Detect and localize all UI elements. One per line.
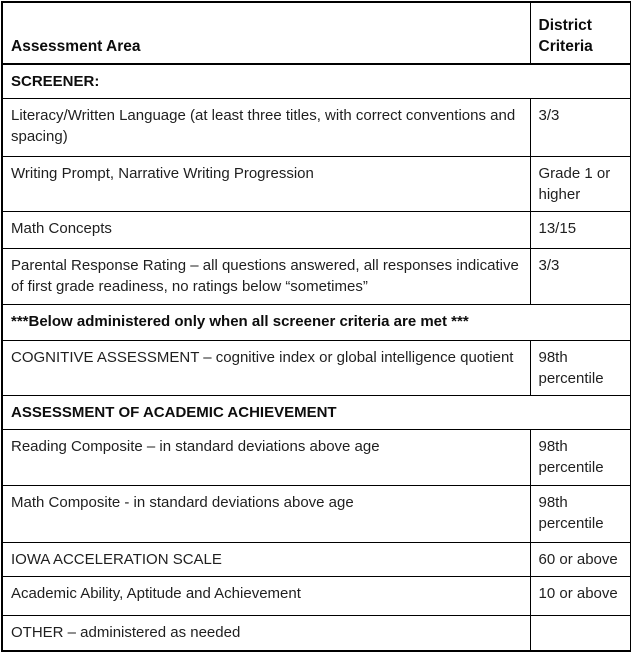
- data-row: [2, 577, 631, 616]
- header-row: [2, 2, 631, 64]
- table-header: [2, 2, 631, 64]
- district-criteria-cell: 98th percentile: [530, 430, 631, 486]
- section-row: [2, 396, 631, 430]
- section-label: SCREENER:: [2, 64, 631, 99]
- section-label: ASSESSMENT OF ACADEMIC ACHIEVEMENT: [2, 396, 631, 430]
- district-criteria-cell: 3/3: [530, 99, 631, 157]
- col-header-district-criteria: District Criteria: [530, 2, 631, 64]
- district-criteria-cell: 98th percentile: [530, 341, 631, 396]
- data-row: [2, 486, 631, 543]
- assessment-area-cell: Literacy/Written Language (at least three titles, with correct conventions and spacing): [2, 99, 530, 157]
- assessment-area-cell: IOWA ACCELERATION SCALE: [2, 543, 530, 577]
- table-body: [2, 64, 631, 651]
- data-row: [2, 249, 631, 305]
- district-criteria-cell: 60 or above: [530, 543, 631, 577]
- data-row: [2, 212, 631, 249]
- assessment-area-cell: Parental Response Rating – all questions answered, all responses indicative of first grade readiness, no ratings below “sometimes”: [2, 249, 530, 305]
- district-criteria-cell: 13/15: [530, 212, 631, 249]
- section-row: [2, 64, 631, 99]
- data-row: [2, 543, 631, 577]
- col-header-assessment-area: Assessment Area: [2, 2, 530, 64]
- district-criteria-cell: 10 or above: [530, 577, 631, 616]
- district-criteria-cell: 98th percentile: [530, 486, 631, 543]
- assessment-area-cell: COGNITIVE ASSESSMENT – cognitive index or global intelligence quotient: [2, 341, 530, 396]
- assessment-area-cell: Academic Ability, Aptitude and Achievement: [2, 577, 530, 616]
- data-row: [2, 341, 631, 396]
- assessment-area-cell: Writing Prompt, Narrative Writing Progression: [2, 157, 530, 212]
- district-criteria-cell: Grade 1 or higher: [530, 157, 631, 212]
- assessment-area-cell: Reading Composite – in standard deviations above age: [2, 430, 530, 486]
- data-row: [2, 616, 631, 651]
- data-row: [2, 99, 631, 157]
- data-row: [2, 157, 631, 212]
- assessment-area-cell: Math Composite - in standard deviations above age: [2, 486, 530, 543]
- assessment-area-cell: Math Concepts: [2, 212, 530, 249]
- section-label: ***Below administered only when all screener criteria are met ***: [2, 305, 631, 341]
- data-row: [2, 430, 631, 486]
- section-row: [2, 305, 631, 341]
- assessment-area-cell: OTHER – administered as needed: [2, 616, 530, 651]
- district-criteria-cell: 3/3: [530, 249, 631, 305]
- assessment-criteria-table: [1, 1, 631, 652]
- district-criteria-cell: [530, 616, 631, 651]
